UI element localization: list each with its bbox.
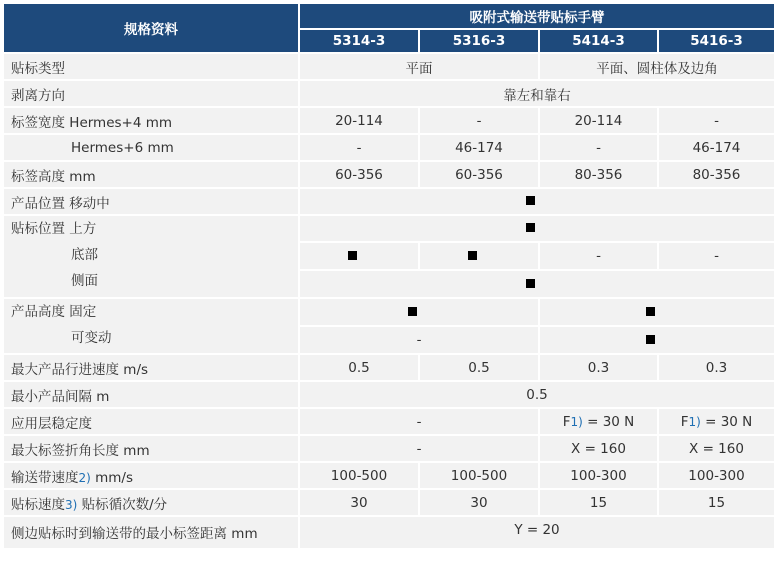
product-height-variable-label: 可变动 — [71, 330, 112, 346]
product-height-fixed-label: 产品高度 固定 — [11, 304, 97, 320]
belt-speed-label-cell: 输送带速度2) mm/s — [4, 463, 298, 488]
footnote-3: 3) — [65, 497, 78, 512]
fold-length-cell: X = 160 — [540, 436, 657, 461]
row-stability — [4, 409, 774, 434]
min-distance-value: Y = 20 — [300, 517, 774, 548]
footnote-1: 1) — [688, 414, 701, 429]
row-min-distance — [4, 517, 774, 548]
row-label-position-top — [4, 216, 774, 241]
row-peel-direction — [4, 81, 774, 106]
label-width-6-cell: 46-174 — [659, 135, 774, 160]
label-width-4-cell: 20-114 — [300, 108, 418, 133]
product-height-label-cell — [4, 299, 298, 353]
row-label-speed — [4, 490, 774, 515]
model-5414-3: 5414-3 — [540, 30, 657, 52]
peel-direction-value: 靠左和靠右 — [300, 81, 774, 106]
label-speed-cell: 15 — [540, 490, 657, 515]
min-gap-value: 0.5 — [300, 382, 774, 407]
row-product-height-fixed — [4, 299, 774, 325]
check-mark-icon — [526, 223, 535, 232]
fold-length-left: - — [300, 436, 538, 461]
label-height-cell: 60-356 — [300, 162, 418, 187]
spec-table — [2, 2, 776, 550]
label-position-bottom-cell: - — [540, 243, 657, 269]
max-speed-cell: 0.3 — [540, 355, 657, 380]
max-speed-cell: 0.3 — [659, 355, 774, 380]
check-mark-icon — [348, 251, 357, 260]
label-width-6-cell: 46-174 — [420, 135, 538, 160]
peel-direction-label: 剥离方向 — [4, 81, 298, 106]
label-width-4-cell: 20-114 — [540, 108, 657, 133]
row-belt-speed — [4, 463, 774, 488]
label-position-bottom-cell — [300, 243, 418, 269]
label-width-6-cell: - — [540, 135, 657, 160]
model-5314-3: 5314-3 — [300, 30, 418, 52]
stability-cell: F1) = 30 N — [540, 409, 657, 434]
label-width-6-label: Hermes+6 mm — [71, 139, 174, 156]
check-mark-icon — [526, 279, 535, 288]
product-height-variable-cell: - — [300, 327, 538, 353]
max-speed-cell: 0.5 — [420, 355, 538, 380]
model-5416-3: 5416-3 — [659, 30, 774, 52]
label-speed-cell: 30 — [300, 490, 418, 515]
max-speed-label: 最大产品行进速度 m/s — [4, 355, 298, 380]
label-speed-cell: 30 — [420, 490, 538, 515]
label-position-top-cell — [300, 216, 774, 241]
label-height-cell: 80-356 — [659, 162, 774, 187]
stability-label: 应用层稳定度 — [4, 409, 298, 434]
label-width-4-cell: - — [659, 108, 774, 133]
label-type-flat: 平面 — [300, 54, 538, 79]
product-height-variable-cell — [540, 327, 774, 353]
stability-cell: F1) = 30 N — [659, 409, 774, 434]
max-speed-cell: 0.5 — [300, 355, 418, 380]
label-position-bottom-cell — [420, 243, 538, 269]
row-product-position — [4, 189, 774, 214]
product-position-label: 产品位置 移动中 — [4, 189, 298, 214]
label-position-top-label: 贴标位置 上方 — [11, 221, 97, 237]
label-width-4-cell: - — [420, 108, 538, 133]
stability-left: - — [300, 409, 538, 434]
check-mark-icon — [468, 251, 477, 260]
spec-header: 规格资料 — [4, 4, 298, 52]
row-fold-length — [4, 436, 774, 461]
check-mark-icon — [408, 307, 417, 316]
row-min-gap — [4, 382, 774, 407]
label-width-label: 标签宽度 Hermes+4 mm — [4, 108, 298, 133]
footnote-2: 2) — [78, 470, 91, 485]
min-gap-label: 最小产品间隔 m — [4, 382, 298, 407]
row-label-type — [4, 54, 774, 79]
row-label-height — [4, 162, 774, 187]
footnote-1: 1) — [570, 414, 583, 429]
label-position-side-label: 侧面 — [71, 273, 98, 289]
belt-speed-cell: 100-500 — [300, 463, 418, 488]
label-position-label-cell — [4, 216, 298, 297]
model-5316-3: 5316-3 — [420, 30, 538, 52]
check-mark-icon — [526, 196, 535, 205]
product-position-cell — [300, 189, 774, 214]
row-label-width-4 — [4, 108, 774, 133]
group-header: 吸附式输送带贴标手臂 — [300, 4, 774, 28]
fold-length-cell: X = 160 — [659, 436, 774, 461]
label-height-cell: 80-356 — [540, 162, 657, 187]
belt-speed-cell: 100-300 — [659, 463, 774, 488]
row-label-width-6 — [4, 135, 774, 160]
check-mark-icon — [646, 307, 655, 316]
fold-length-label: 最大标签折角长度 mm — [4, 436, 298, 461]
product-height-fixed-cell — [540, 299, 774, 325]
label-position-bottom-label: 底部 — [71, 247, 98, 263]
label-width-6-label-cell — [4, 135, 298, 160]
min-distance-label: 侧边贴标时到输送带的最小标签距离 mm — [4, 517, 298, 548]
belt-speed-cell: 100-300 — [540, 463, 657, 488]
label-type-label: 贴标类型 — [4, 54, 298, 79]
label-speed-label-cell: 贴标速度3) 贴标循次数/分 — [4, 490, 298, 515]
label-height-cell: 60-356 — [420, 162, 538, 187]
label-width-6-cell: - — [300, 135, 418, 160]
label-type-flat-cyl: 平面、圆柱体及边角 — [540, 54, 774, 79]
label-speed-cell: 15 — [659, 490, 774, 515]
product-height-fixed-cell — [300, 299, 538, 325]
belt-speed-cell: 100-500 — [420, 463, 538, 488]
label-height-label: 标签高度 mm — [4, 162, 298, 187]
row-max-speed — [4, 355, 774, 380]
label-position-bottom-cell: - — [659, 243, 774, 269]
check-mark-icon — [646, 335, 655, 344]
label-position-side-cell — [300, 271, 774, 297]
